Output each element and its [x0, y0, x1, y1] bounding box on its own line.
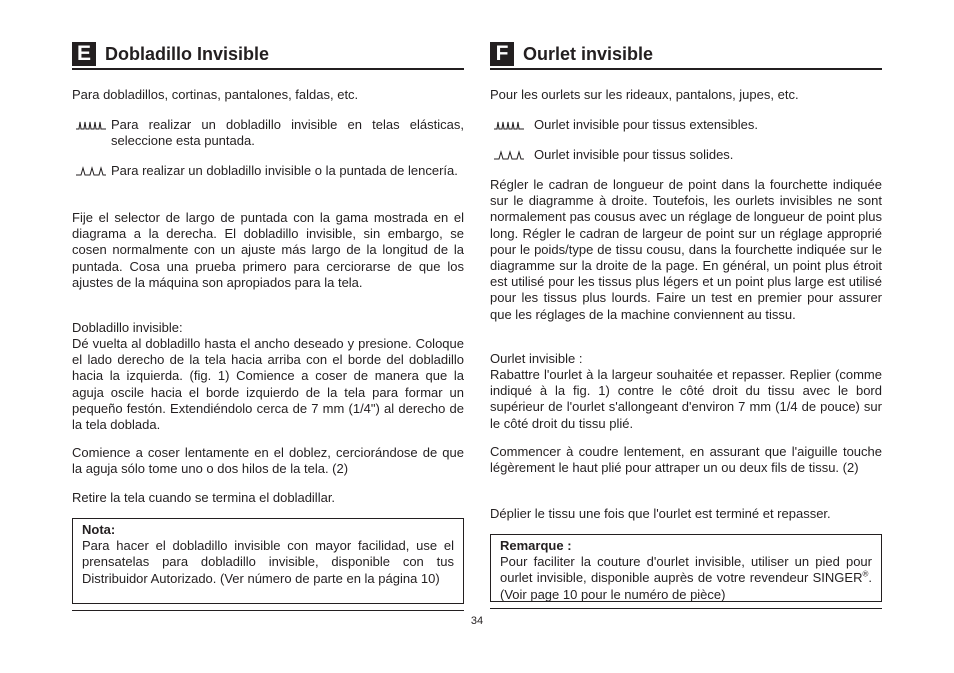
stitch-option-stretch	[72, 117, 464, 149]
unfold-instructions: Déplier le tissu une fois que l'ourlet est terminé et repasser.	[490, 506, 831, 521]
language-letter-badge: F	[490, 42, 514, 66]
blind-hem-lingerie-stitch-icon	[75, 165, 107, 177]
intro-text: Para dobladillos, cortinas, pantalones, faldas, etc.	[72, 87, 359, 102]
hem-instructions: Rabattre l'ourlet à la largeur souhaitée et repasser. Replier (comme indiqué à la fig. 1) contre le côté droit du tissu avec le bord supérieur de l'ourlet s'allongeant d'environ 7 mm (1/4 de pouce) sur le côté droit du tissu plié.	[490, 367, 882, 431]
note-text: Pour faciliter la couture d'ourlet invisible, utiliser un pied pour ourlet invisible, disponible auprès de votre revendeur SINGER®. (Voir page 10 pour le numéro de pièce)	[500, 554, 872, 602]
note-text: Para hacer el dobladillo invisible con mayor facilidad, use el prensatelas para dobladillo invisible, disponible con tus Distribuidor Autorizado. (Ver número de parte en la página 10)	[82, 538, 454, 586]
language-letter-badge: E	[72, 42, 96, 66]
intro-text: Pour les ourlets sur les rideaux, pantalons, jupes, etc.	[490, 87, 799, 102]
footer-rule	[490, 608, 882, 609]
settings-paragraph: Régler le cadran de longueur de point dans la fourchette indiquée sur le diagramme à droite. Toutefois, les ourlets invisibles ne sont normalement pas cousus avec un réglage de longueur de point plus long. Régler le cadran de largeur de point sur un réglage approprié pour le poids/type de tissu cousu, dans la fourchette indiquée sur le diagramme sur la droite de la page. En général, un point plus étroit est utilisé pour les tissus plus légers et un point plus large est utilisé pour les tissus plus lourds. Faire un test en premier pour assurer que les réglages de la machine conviennent au tissu.	[490, 177, 882, 322]
settings-paragraph: Fije el selector de largo de puntada con la gama mostrada en el diagrama a la derecha. El dobladillo invisible, sin embargo, se cosen normalmente con un ajuste más largo de la longitud de la puntada. Cosa una prueba primero para cerciorarse de que los ajustes de la máquina son apropiados para la tela.	[72, 210, 464, 290]
section-spanish	[72, 42, 464, 586]
section-header	[490, 42, 882, 66]
blind-hem-stretch-stitch-icon	[75, 119, 107, 131]
stitch-option-woven	[490, 147, 882, 163]
section-header	[72, 42, 464, 66]
stitch-description: Ourlet invisible pour tissus solides.	[534, 147, 734, 162]
blind-hem-stretch-stitch-icon	[493, 119, 525, 131]
remarque-box	[490, 534, 882, 602]
section-title: Ourlet invisible	[523, 44, 654, 64]
header-rule	[72, 68, 464, 70]
footer-rule	[72, 610, 464, 611]
section-title: Dobladillo Invisible	[105, 44, 270, 64]
stitch-description: Para realizar un dobladillo invisible o la puntada de lencería.	[111, 163, 458, 178]
note-label: Nota:	[82, 522, 116, 537]
sewing-instructions: Commencer à coudre lentement, en assurant que l'aiguille touche légèrement le haut plié pour attraper un ou deux fils de tissu. (2)	[490, 444, 882, 476]
stitch-option-lingerie	[72, 163, 464, 179]
blind-hem-woven-stitch-icon	[493, 149, 525, 161]
sewing-instructions: Comience a coser lentamente en el doblez, cerciorándose de que la aguja sólo tome uno o dos hilos de la tela. (2)	[72, 445, 464, 477]
note-box	[72, 518, 464, 604]
header-rule	[490, 68, 882, 70]
hem-heading: Ourlet invisible :	[490, 351, 583, 366]
stitch-description: Para realizar un dobladillo invisible en telas elásticas, seleccione esta puntada.	[111, 117, 464, 149]
note-label: Remarque :	[500, 538, 572, 553]
stitch-option-stretch	[490, 117, 882, 133]
hem-instructions: Dé vuelta al dobladillo hasta el ancho deseado y presione. Coloque el lado derecho de la tela hacia arriba con el borde del dobladillo hacia la izquierda. (fig. 1) Comience a coser de manera que la aguja oscile hacia el borde izquierdo de la tela para formar un pequeño festón. Extendiéndolo cerca de 7 mm (1/4") al derecho de la tela doblada.	[72, 336, 464, 433]
hem-heading: Dobladillo invisible:	[72, 320, 183, 335]
section-french	[490, 42, 882, 602]
stitch-description: Ourlet invisible pour tissus extensibles.	[534, 117, 758, 132]
remove-instructions: Retire la tela cuando se termina el dobladillar.	[72, 490, 336, 505]
registered-mark: ®	[862, 570, 869, 580]
page-number: 34	[470, 615, 484, 627]
